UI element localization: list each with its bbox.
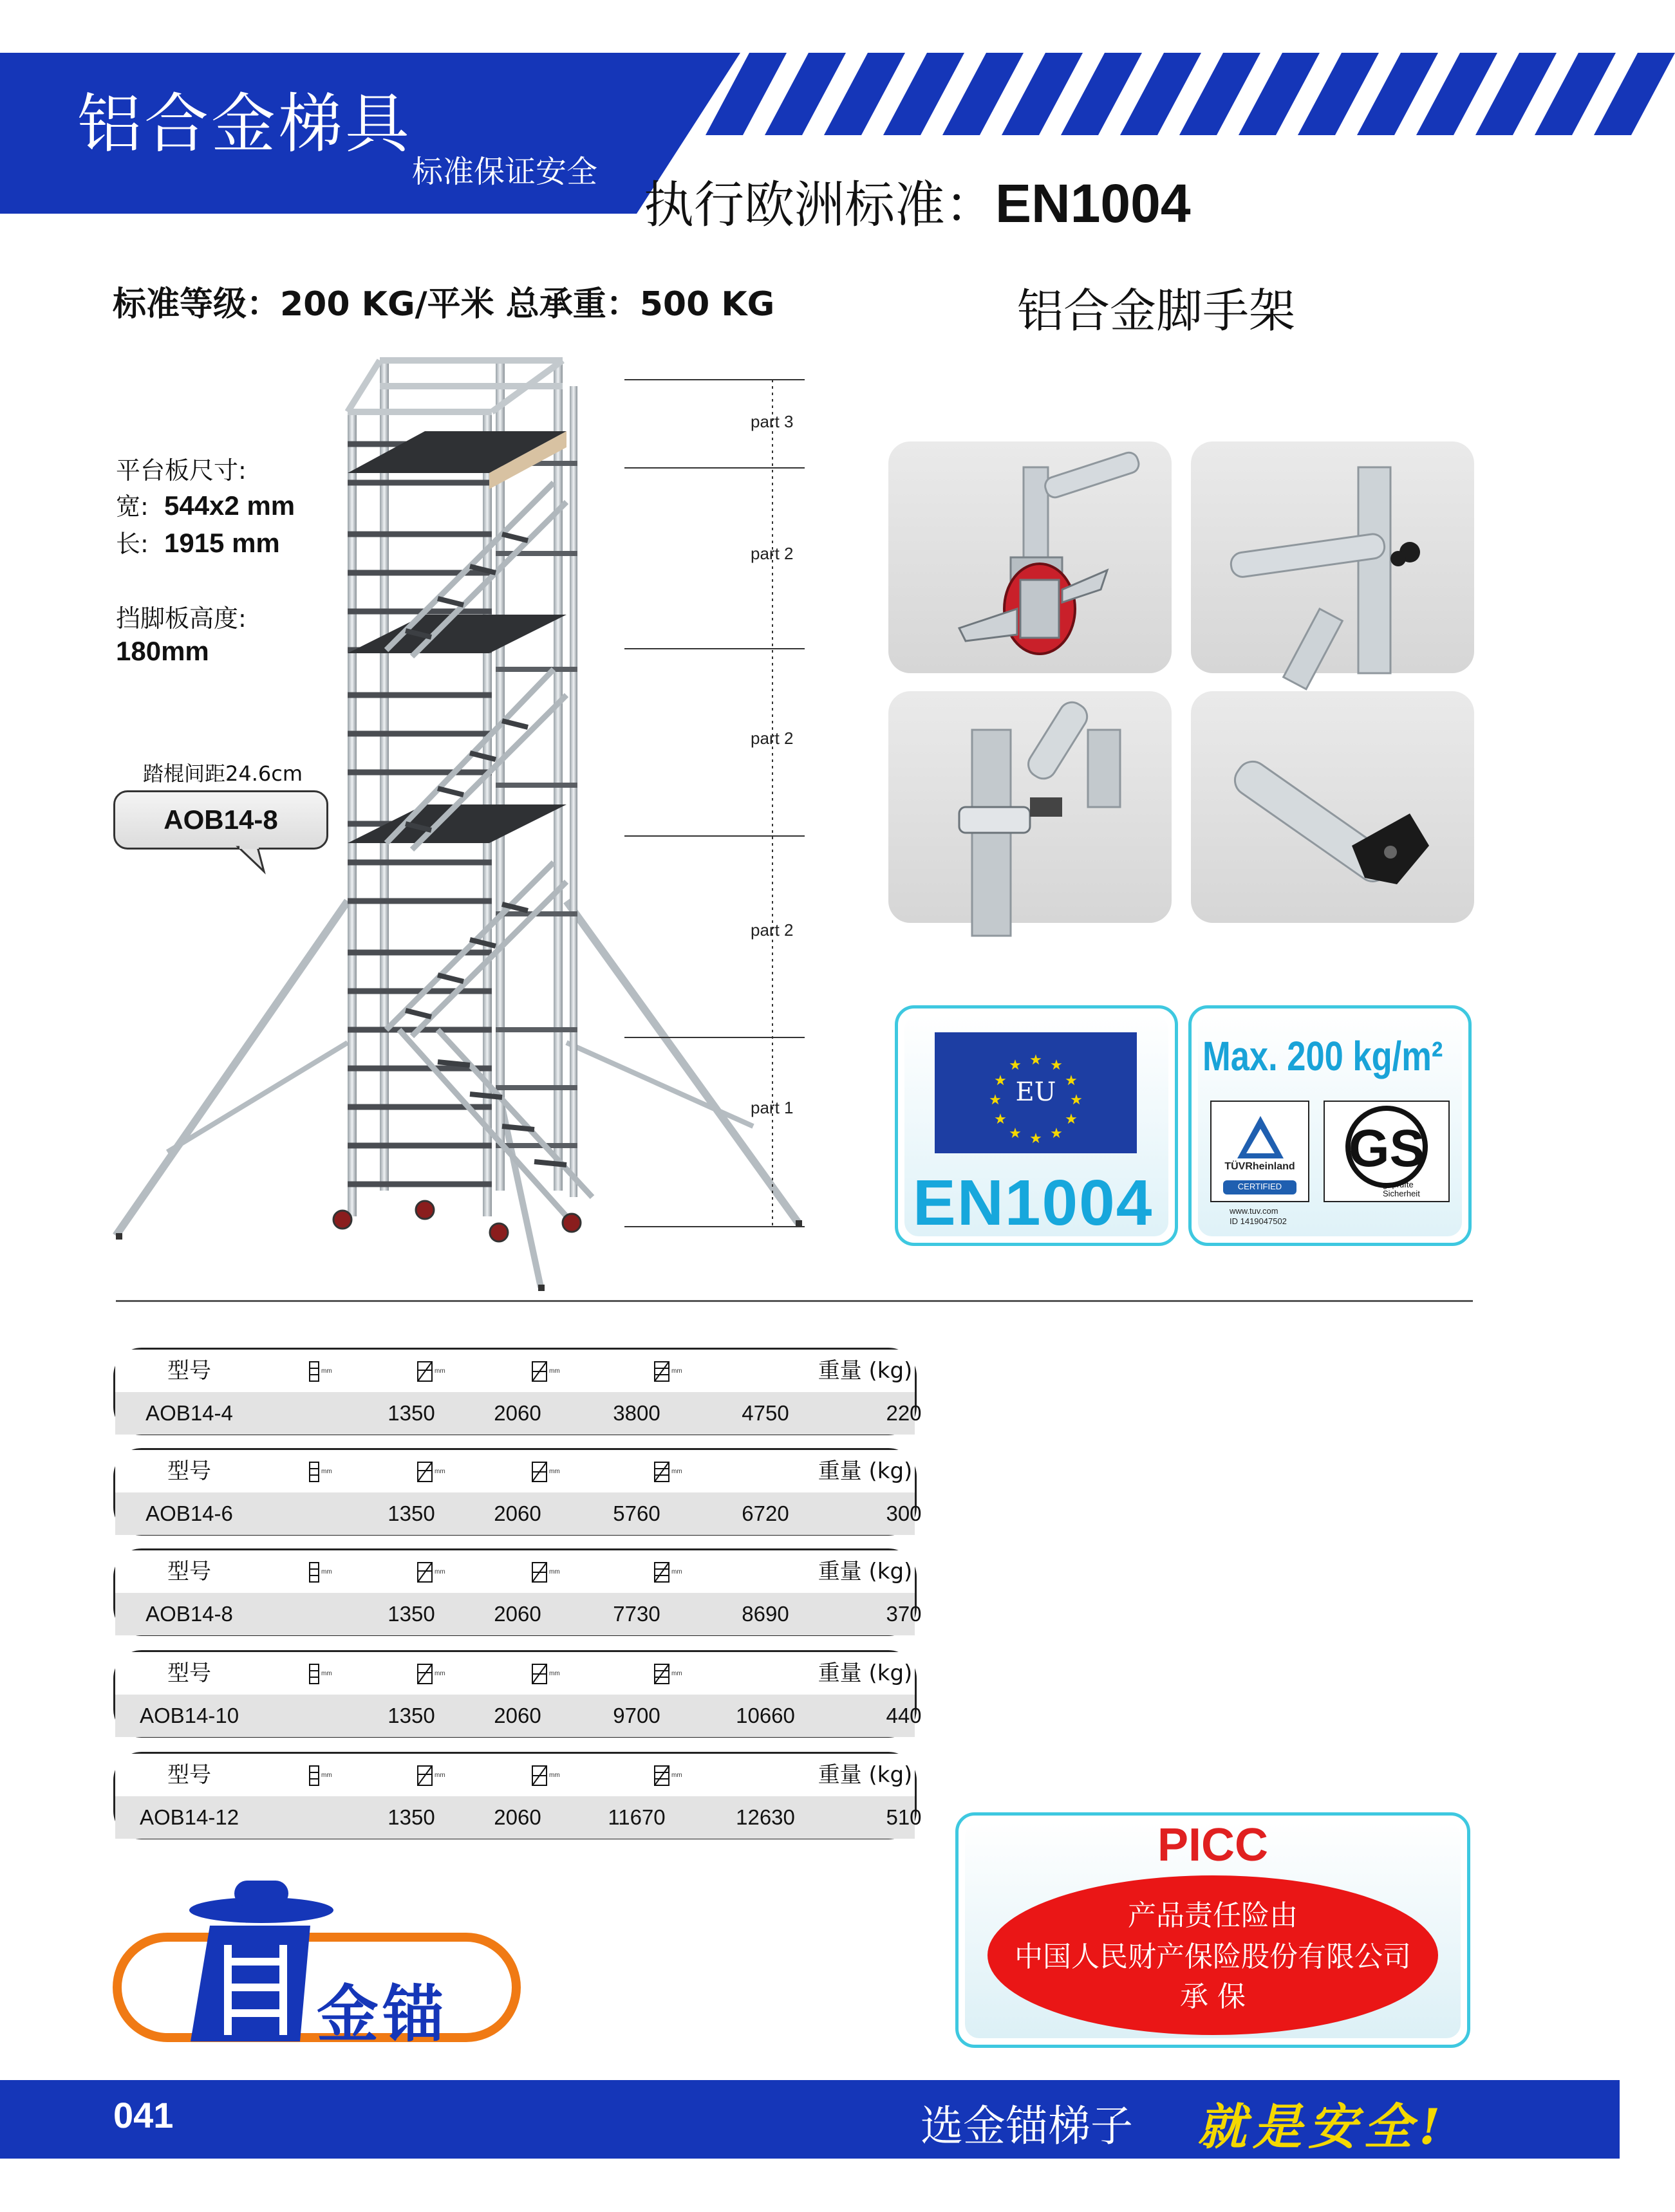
svg-text:★: ★ xyxy=(1029,1131,1042,1147)
unit-label: mm xyxy=(435,1670,445,1677)
weight-cell: 510 xyxy=(886,1805,922,1829)
width-dimension-icon xyxy=(308,1562,321,1585)
standard-prefix: 执行欧洲标准： xyxy=(644,176,996,234)
svg-text:★: ★ xyxy=(1050,1057,1063,1073)
svg-text:★: ★ xyxy=(1029,1052,1042,1068)
weight-cell: 220 xyxy=(886,1401,922,1425)
table-row xyxy=(115,1695,922,1737)
svg-text:★: ★ xyxy=(1050,1126,1063,1142)
spec-table xyxy=(113,1752,922,1839)
weight-cell: 440 xyxy=(886,1704,922,1727)
weight-header: 重量 (kg) xyxy=(818,1762,913,1788)
length-dimension-icon xyxy=(416,1664,433,1687)
table-row xyxy=(115,1392,922,1435)
table-header-row xyxy=(115,1754,915,1796)
weight-cell: 300 xyxy=(886,1501,922,1525)
dimension-cell: 2060 xyxy=(494,1401,541,1425)
length-dimension-icon xyxy=(416,1562,433,1585)
unit-label: mm xyxy=(549,1670,560,1677)
dimension-cell: 7730 xyxy=(613,1602,660,1626)
page-number: 041 xyxy=(113,2095,174,2135)
unit-label: mm xyxy=(321,1468,332,1475)
width-dimension-icon xyxy=(308,1462,321,1485)
platform-height-icon xyxy=(531,1562,548,1585)
working-height-icon xyxy=(653,1361,670,1384)
weight-header: 重量 (kg) xyxy=(818,1559,913,1585)
spec-table xyxy=(113,1448,922,1536)
svg-text:GS: GS xyxy=(1348,1119,1425,1178)
unit-label: mm xyxy=(435,1568,445,1575)
model-header: 型号 xyxy=(167,1358,211,1384)
gs-text: geprüfte Sicherheit xyxy=(1383,1180,1420,1198)
platform-height-icon xyxy=(531,1765,548,1789)
platform-height-icon xyxy=(531,1664,548,1687)
svg-text:★: ★ xyxy=(994,1111,1007,1128)
model-cell: AOB14-12 xyxy=(139,1805,239,1829)
dimension-cell: 8690 xyxy=(742,1602,789,1626)
dimension-cell: 1350 xyxy=(388,1401,435,1425)
part-labels xyxy=(618,373,811,1236)
svg-text:★: ★ xyxy=(1065,1111,1078,1128)
table-header-row xyxy=(115,1550,915,1593)
unit-label: mm xyxy=(321,1670,332,1677)
en1004-label: EN1004 xyxy=(913,1167,1154,1239)
platform-length-label: 长: xyxy=(116,530,149,558)
width-dimension-icon xyxy=(308,1765,321,1789)
picc-line-2: 中国人民财产保险股份有限公司 xyxy=(1015,1940,1411,1973)
unit-label: mm xyxy=(321,1772,332,1779)
product-name: 铝合金脚手架 xyxy=(1017,284,1296,338)
picc-line-1: 产品责任险由 xyxy=(1128,1899,1298,1932)
toeboard-label: 挡脚板高度: xyxy=(116,604,247,633)
tuv-name: TÜVRheinland xyxy=(1224,1161,1295,1172)
model-cell: AOB14-4 xyxy=(145,1401,233,1425)
unit-label: mm xyxy=(549,1368,560,1375)
dimension-cell: 1350 xyxy=(388,1805,435,1829)
unit-label: mm xyxy=(549,1772,560,1779)
weight-header: 重量 (kg) xyxy=(818,1458,913,1484)
unit-label: mm xyxy=(671,1772,682,1779)
eu-flag xyxy=(935,1032,1137,1153)
dimension-cell: 4750 xyxy=(742,1401,789,1425)
rung-spacing-label: 踏棍间距24.6cm xyxy=(143,761,303,786)
outrigger-foot-photo xyxy=(1191,691,1474,923)
part-label: part 3 xyxy=(751,412,794,431)
model-header: 型号 xyxy=(167,1458,211,1484)
frame-hook-photo xyxy=(888,691,1172,923)
platform-width-value: 544x2 mm xyxy=(164,490,295,521)
max-load-label: Max. 200 kg/m² xyxy=(1202,1033,1443,1079)
tuv-logo xyxy=(1210,1101,1309,1202)
working-height-icon xyxy=(653,1462,670,1485)
table-row xyxy=(115,1492,922,1535)
svg-text:★: ★ xyxy=(1009,1057,1022,1073)
dimension-cell: 1350 xyxy=(388,1602,435,1626)
header-stripes xyxy=(702,53,1620,135)
unit-label: mm xyxy=(671,1468,682,1475)
dimension-cell: 3800 xyxy=(613,1401,660,1425)
unit-label: mm xyxy=(549,1568,560,1575)
spec-table xyxy=(113,1650,922,1738)
weight-cell: 370 xyxy=(886,1602,922,1626)
part-label: part 1 xyxy=(751,1098,794,1117)
platform-width-label: 宽: xyxy=(116,492,149,521)
svg-text:★: ★ xyxy=(994,1073,1007,1089)
weight-header: 重量 (kg) xyxy=(818,1660,913,1686)
platform-length-value: 1915 mm xyxy=(164,528,280,558)
platform-height-icon xyxy=(531,1462,548,1485)
platform-height-icon xyxy=(531,1361,548,1384)
unit-label: mm xyxy=(435,1368,445,1375)
length-dimension-icon xyxy=(416,1765,433,1789)
dimension-cell: 2060 xyxy=(494,1602,541,1626)
width-dimension-icon xyxy=(308,1361,321,1384)
brand-logo xyxy=(113,1881,525,2050)
dimension-cell: 2060 xyxy=(494,1501,541,1525)
dimension-cell: 10660 xyxy=(736,1704,795,1727)
standard-code: EN1004 xyxy=(995,173,1191,234)
picc-title: PICC xyxy=(1157,1819,1269,1871)
working-height-icon xyxy=(653,1562,670,1585)
unit-label: mm xyxy=(435,1468,445,1475)
model-header: 型号 xyxy=(167,1660,211,1686)
unit-label: mm xyxy=(671,1568,682,1575)
clamp-joint-photo xyxy=(1191,441,1474,673)
unit-label: mm xyxy=(671,1670,682,1677)
load-spec: 标准等级：200 KG/平米 总承重：500 KG xyxy=(113,285,775,324)
tuv-id: ID 1419047502 xyxy=(1230,1216,1287,1226)
spec-table xyxy=(113,1548,922,1636)
caster-wheel-photo xyxy=(888,441,1172,673)
table-header-row xyxy=(115,1350,915,1392)
model-callout: AOB14-8 xyxy=(113,790,328,850)
working-height-icon xyxy=(653,1664,670,1687)
gs-logo xyxy=(1324,1101,1450,1202)
model-cell: AOB14-6 xyxy=(145,1501,233,1525)
tuv-certified: CERTIFIED xyxy=(1237,1182,1282,1191)
section-divider xyxy=(116,1300,1473,1302)
weight-header: 重量 (kg) xyxy=(818,1358,913,1384)
toeboard-value: 180mm xyxy=(116,636,209,666)
working-height-icon xyxy=(653,1765,670,1789)
table-row xyxy=(115,1593,922,1635)
length-dimension-icon xyxy=(416,1462,433,1485)
footer-slogan: 选金锚梯子 xyxy=(921,2101,1133,2151)
dimension-cell: 12630 xyxy=(736,1805,795,1829)
table-header-row xyxy=(115,1450,915,1492)
model-cell: AOB14-8 xyxy=(145,1602,233,1626)
svg-text:★: ★ xyxy=(1065,1073,1078,1089)
brand-name: 金锚 xyxy=(317,1978,448,2050)
unit-label: mm xyxy=(671,1368,682,1375)
length-dimension-icon xyxy=(416,1361,433,1384)
model-header: 型号 xyxy=(167,1559,211,1585)
page-subtitle: 标准保证安全 xyxy=(412,154,598,190)
part-label: part 2 xyxy=(751,544,794,563)
table-row xyxy=(115,1796,922,1839)
svg-text:★: ★ xyxy=(1070,1092,1083,1108)
tuv-url: www.tuv.com xyxy=(1230,1206,1278,1216)
model-cell: AOB14-10 xyxy=(139,1704,239,1727)
unit-label: mm xyxy=(435,1772,445,1779)
width-dimension-icon xyxy=(308,1664,321,1687)
dimension-cell: 6720 xyxy=(742,1501,789,1525)
spec-table xyxy=(113,1348,922,1435)
dimension-cell: 11670 xyxy=(608,1805,666,1829)
standard-heading xyxy=(644,165,1191,237)
table-header-row xyxy=(115,1652,915,1695)
part-label: part 2 xyxy=(751,920,794,940)
page-title: 铝合金梯具 xyxy=(77,86,412,162)
dimension-cell: 5760 xyxy=(613,1501,660,1525)
dimension-cell: 1350 xyxy=(388,1704,435,1727)
part-label: part 2 xyxy=(751,729,794,748)
dimension-cell: 9700 xyxy=(613,1704,660,1727)
model-header: 型号 xyxy=(167,1762,211,1788)
eu-label: EU xyxy=(1015,1077,1056,1107)
picc-line-3: 承 保 xyxy=(1180,1980,1246,2013)
unit-label: mm xyxy=(549,1468,560,1475)
dimension-cell: 1350 xyxy=(388,1501,435,1525)
footer-emphasis: 就是安全! xyxy=(1197,2098,1447,2155)
platform-size-label: 平台板尺寸: xyxy=(116,456,247,485)
unit-label: mm xyxy=(321,1368,332,1375)
svg-text:★: ★ xyxy=(989,1092,1002,1108)
dimension-cell: 2060 xyxy=(494,1704,541,1727)
dimension-cell: 2060 xyxy=(494,1805,541,1829)
unit-label: mm xyxy=(321,1568,332,1575)
svg-text:★: ★ xyxy=(1009,1126,1022,1142)
